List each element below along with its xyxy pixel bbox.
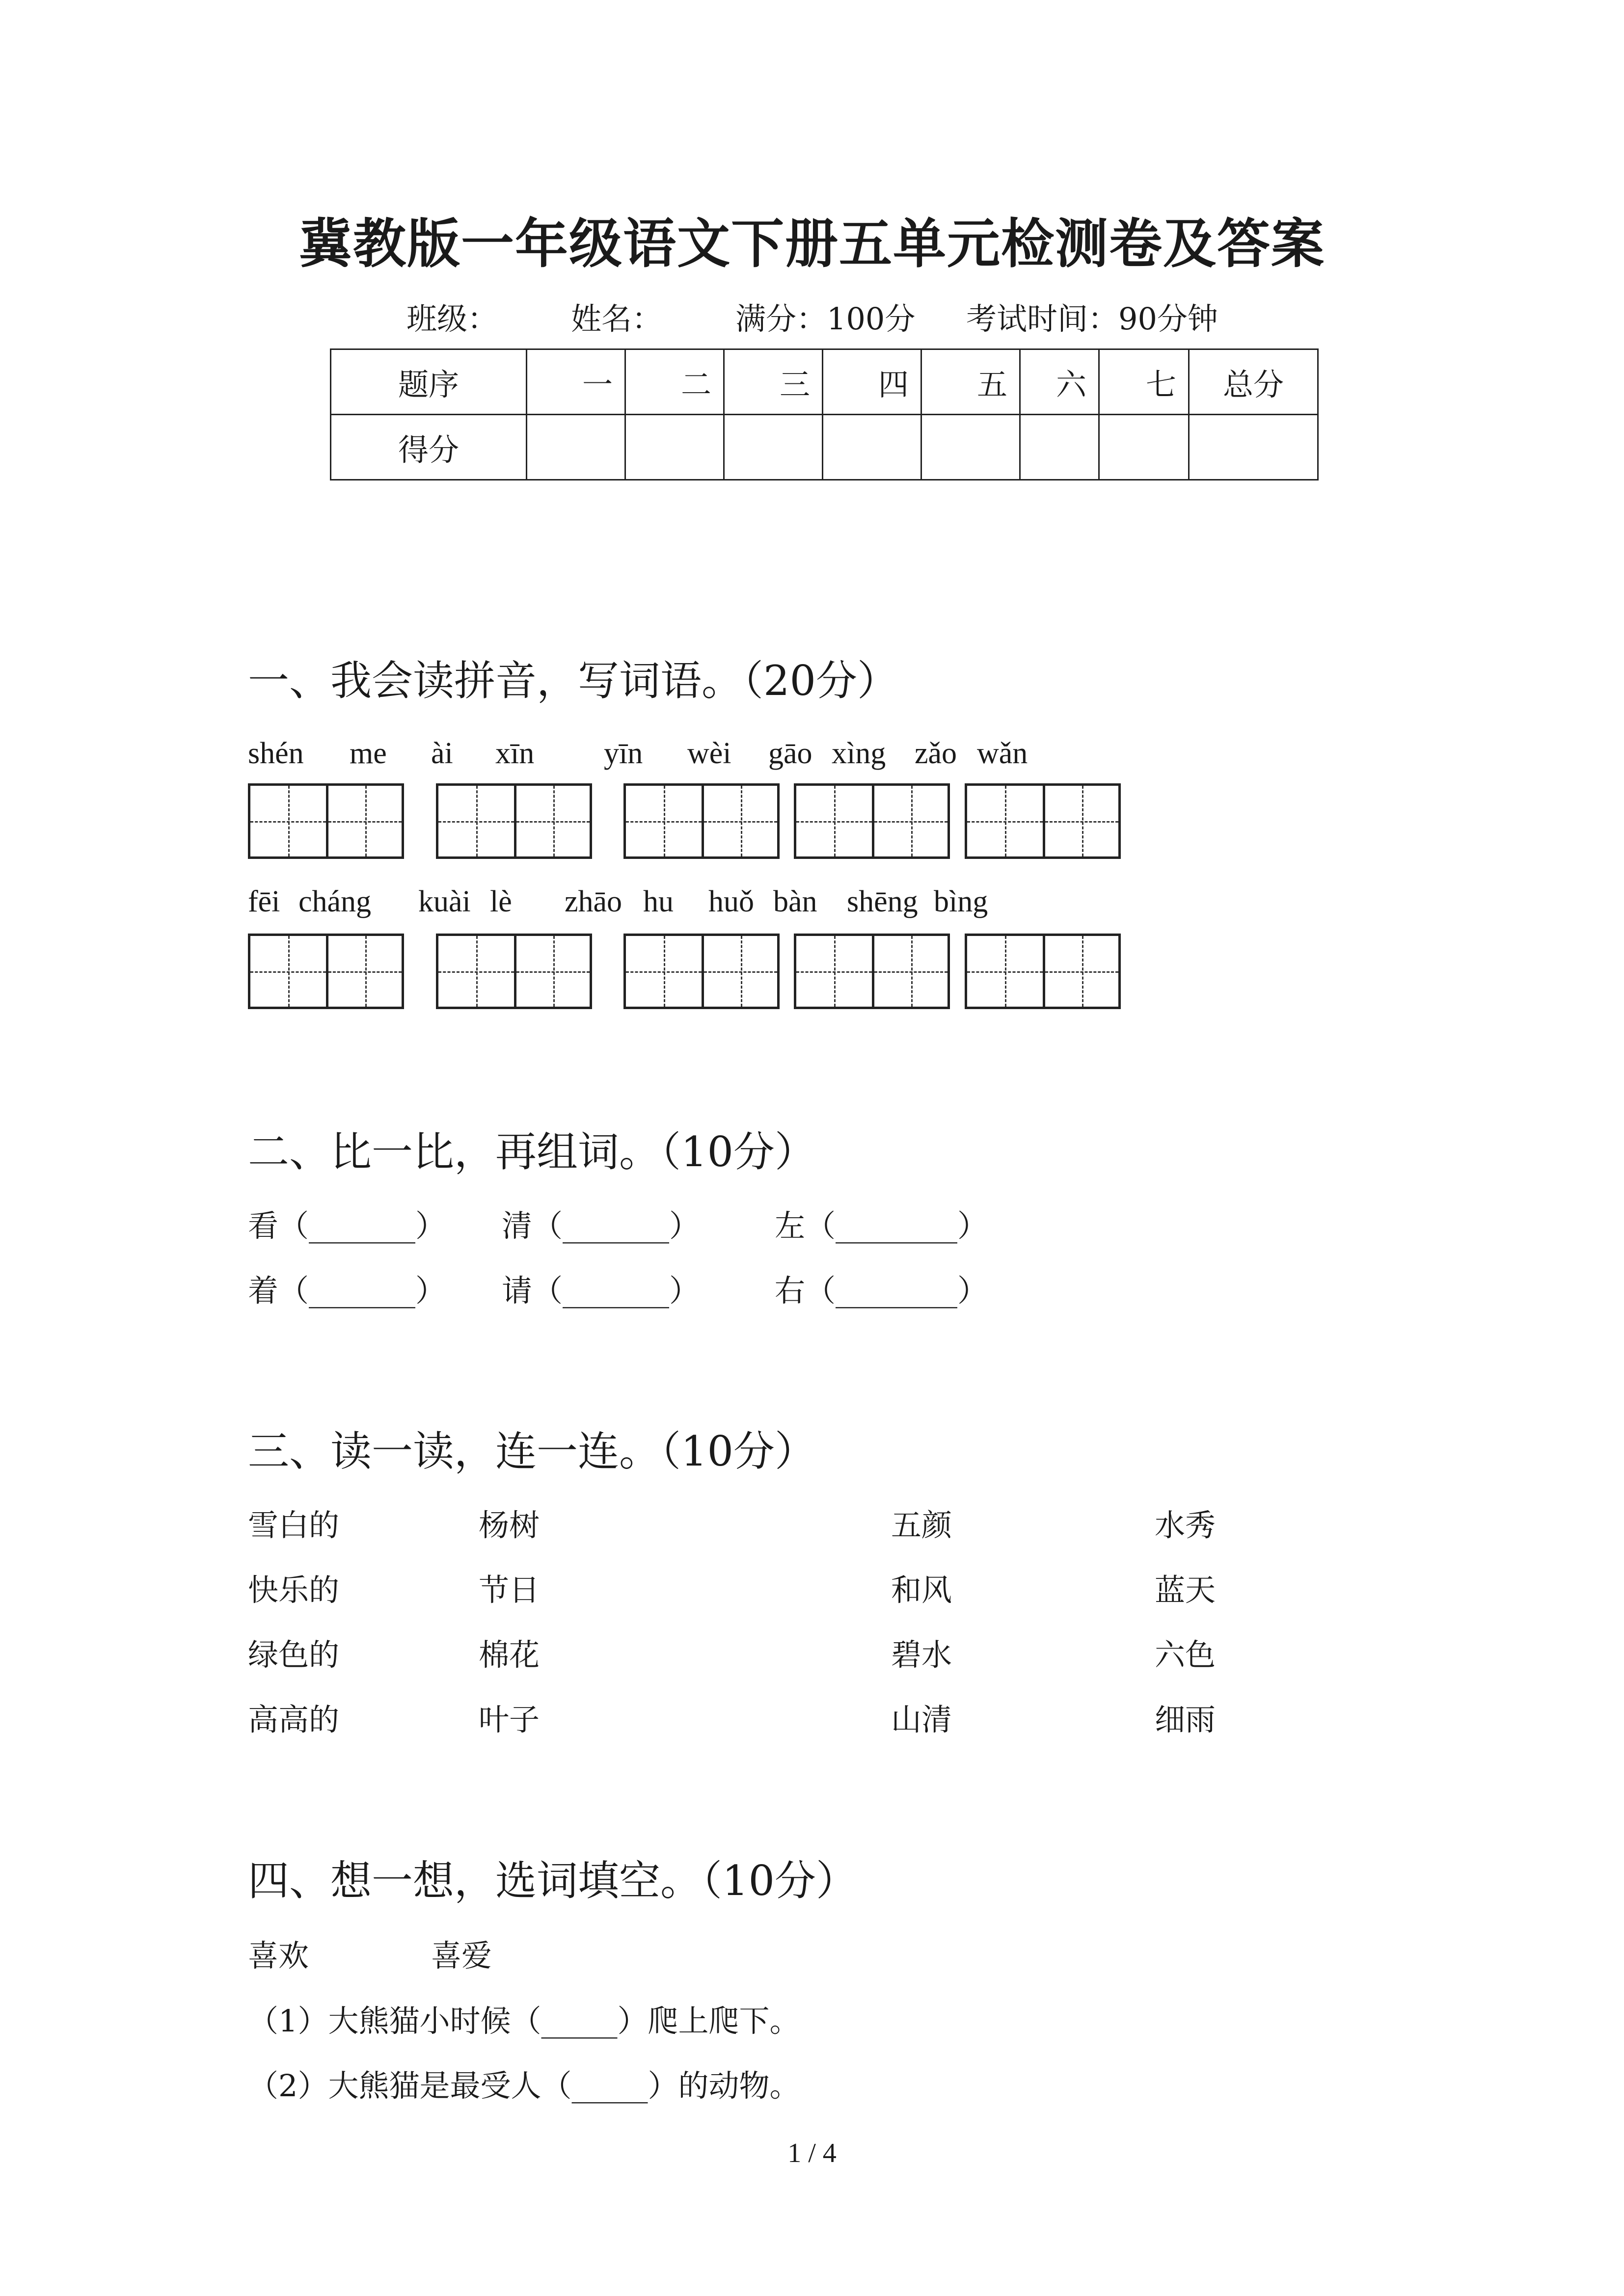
pinyin: zǎo: [915, 737, 957, 770]
pinyin: me: [350, 737, 387, 770]
writing-grid[interactable]: [623, 783, 780, 859]
writing-grid[interactable]: [965, 934, 1121, 1009]
pinyin: wèi: [687, 737, 731, 770]
page-number: 1 / 4: [787, 2138, 837, 2168]
match-word: 杨树: [479, 1507, 540, 1543]
pinyin: cháng: [298, 885, 372, 918]
match-word: 快乐的: [248, 1572, 340, 1608]
table-cell: 一: [527, 349, 625, 415]
page-title: 冀教版一年级语文下册五单元检测卷及答案: [298, 213, 1325, 275]
score-entry[interactable]: [1099, 415, 1189, 480]
writing-grid[interactable]: [436, 783, 592, 859]
word-pair-item: 请（_______）: [502, 1273, 700, 1308]
match-word: 山清: [891, 1702, 952, 1737]
choice-word: 喜爱: [431, 1938, 492, 1974]
pinyin: fēi: [248, 885, 280, 918]
table-cell: 六: [1020, 349, 1099, 415]
writing-grid[interactable]: [623, 934, 780, 1009]
match-word: 五颜: [891, 1507, 952, 1543]
pinyin: huǒ: [708, 885, 754, 918]
pinyin: shén: [248, 737, 304, 770]
pinyin: bàn: [773, 885, 817, 918]
pinyin: ài: [431, 737, 453, 770]
table-cell: 四: [823, 349, 921, 415]
match-word: 雪白的: [248, 1507, 340, 1543]
match-word: 棉花: [479, 1637, 540, 1673]
pinyin: shēng: [847, 885, 918, 918]
exam-time: 考试时间：90分钟: [966, 301, 1218, 337]
fill-blank-question: （2）大熊猫是最受人（_____）的动物。: [248, 2068, 800, 2104]
class-label: 班级：: [406, 301, 498, 337]
name-label: 姓名：: [571, 301, 663, 337]
score-entry[interactable]: [527, 415, 625, 480]
section-4-heading: 四、想一想，选词填空。（10分）: [248, 1857, 857, 1905]
writing-grid[interactable]: [248, 934, 404, 1009]
match-word: 蓝天: [1155, 1572, 1216, 1608]
pinyin: wǎn: [977, 737, 1028, 770]
score-table-score-row: [331, 415, 1318, 480]
score-entry[interactable]: [1020, 415, 1099, 480]
match-word: 细雨: [1155, 1702, 1216, 1737]
match-word: 绿色的: [248, 1637, 340, 1673]
match-word: 碧水: [891, 1637, 952, 1673]
match-word: 水秀: [1155, 1507, 1216, 1543]
pinyin: kuài: [418, 885, 471, 918]
match-word: 高高的: [248, 1702, 340, 1737]
word-pair-item: 看（_______）: [248, 1208, 446, 1244]
table-cell: 五: [921, 349, 1020, 415]
choice-word: 喜欢: [248, 1938, 309, 1974]
match-word: 和风: [891, 1572, 952, 1608]
writing-grid[interactable]: [965, 783, 1121, 859]
writing-grid[interactable]: [794, 934, 950, 1009]
table-cell: 七: [1099, 349, 1189, 415]
score-entry[interactable]: [823, 415, 921, 480]
pinyin: yīn: [604, 737, 643, 770]
section-1-heading: 一、我会读拼音，写词语。（20分）: [248, 657, 898, 705]
score-entry[interactable]: [724, 415, 823, 480]
score-entry[interactable]: [921, 415, 1020, 480]
table-cell: 二: [625, 349, 724, 415]
writing-grid[interactable]: [248, 783, 404, 859]
pinyin: hu: [643, 885, 674, 918]
pinyin: lè: [490, 885, 512, 918]
writing-grid[interactable]: [794, 783, 950, 859]
full-score: 满分：100分: [735, 301, 916, 337]
word-pair-item: 清（_______）: [502, 1208, 700, 1244]
match-word: 节日: [479, 1572, 540, 1608]
match-word: 叶子: [479, 1702, 540, 1737]
pinyin: gāo: [768, 737, 812, 770]
score-table: [330, 348, 1319, 481]
table-cell: 总分: [1189, 349, 1318, 415]
table-cell: 三: [724, 349, 823, 415]
score-entry[interactable]: [625, 415, 724, 480]
word-pair-item: 右（________）: [775, 1273, 988, 1308]
section-3-heading: 三、读一读，连一连。（10分）: [248, 1427, 816, 1475]
section-2-heading: 二、比一比，再组词。（10分）: [248, 1128, 816, 1176]
pinyin: zhāo: [565, 885, 623, 918]
writing-grid[interactable]: [436, 934, 592, 1009]
pinyin: xīn: [495, 737, 535, 770]
fill-blank-question: （1）大熊猫小时候（_____）爬上爬下。: [248, 2003, 800, 2039]
table-cell: 得分: [331, 415, 527, 480]
pinyin: xìng: [832, 737, 886, 770]
score-entry[interactable]: [1189, 415, 1318, 480]
word-pair-item: 着（_______）: [248, 1273, 446, 1308]
pinyin: bìng: [934, 885, 988, 918]
word-pair-item: 左（________）: [775, 1208, 988, 1244]
score-table-header-row: [331, 349, 1318, 415]
table-cell: 题序: [331, 349, 527, 415]
match-word: 六色: [1155, 1637, 1216, 1673]
